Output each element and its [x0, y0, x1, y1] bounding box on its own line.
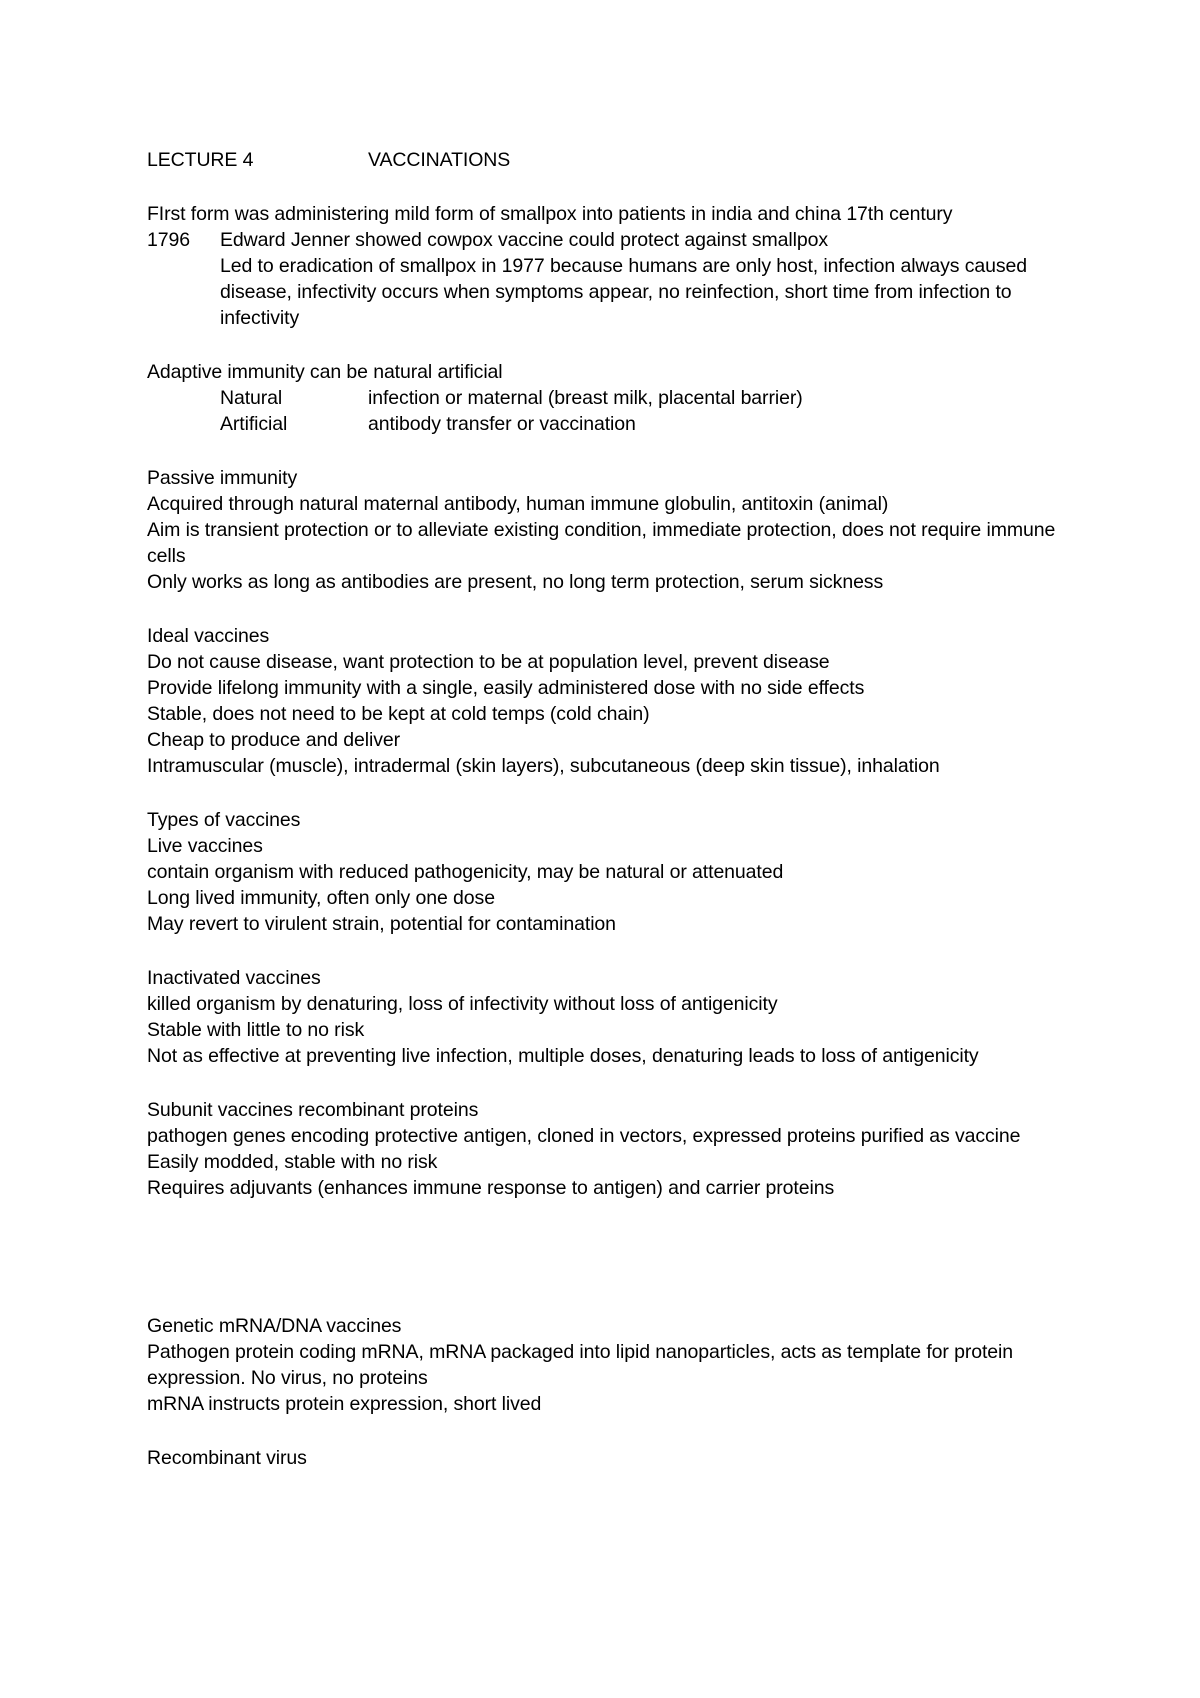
section-heading-passive: Passive immunity — [147, 467, 298, 489]
section-heading-adaptive: Adaptive immunity can be natural artificial — [147, 361, 503, 383]
passive-line: Acquired through natural maternal antibody, human immune globulin, antitoxin (animal) — [147, 493, 889, 515]
eradication-text: Led to eradication of smallpox in 1977 because humans are only host, infection always caused disease, infectivity occurs when symptoms appear, no reinfection, short time from infection to infectivity — [220, 255, 1028, 329]
live-line: May revert to virulent strain, potential for contamination — [147, 913, 616, 935]
adaptive-row-artificial — [147, 411, 1067, 437]
jenner-year: 1796 — [147, 229, 190, 251]
genetic-line: Pathogen protein coding mRNA, mRNA packaged into lipid nanoparticles, acts as template for protein expression. No virus, no proteins — [147, 1341, 1014, 1389]
subheading-live: Live vaccines — [147, 835, 263, 857]
ideal-line: Do not cause disease, want protection to be at population level, prevent disease — [147, 651, 830, 673]
passive-line: Aim is transient protection or to alleviate existing condition, immediate protection, does not require immune cells — [147, 519, 1056, 567]
section-heading-types: Types of vaccines — [147, 809, 301, 831]
inactivated-line: killed organism by denaturing, loss of infectivity without loss of antigenicity — [147, 993, 778, 1015]
ideal-line: Provide lifelong immunity with a single, easily administered dose with no side effects — [147, 677, 865, 699]
lecture-topic: VACCINATIONS — [368, 149, 511, 171]
section-heading-ideal: Ideal vaccines — [147, 625, 270, 647]
section-heading-subunit: Subunit vaccines recombinant proteins — [147, 1099, 479, 1121]
adaptive-key: Natural — [220, 387, 283, 409]
section-heading-recombinant: Recombinant virus — [147, 1447, 307, 1469]
subunit-line: Requires adjuvants (enhances immune response to antigen) and carrier proteins — [147, 1177, 835, 1199]
live-line: contain organism with reduced pathogenicity, may be natural or attenuated — [147, 861, 784, 883]
section-heading-inactivated: Inactivated vaccines — [147, 967, 321, 989]
adaptive-row-natural — [147, 385, 1067, 411]
intro-first-form: FIrst form was administering mild form of smallpox into patients in india and china 17th century — [147, 203, 953, 225]
subunit-line: Easily modded, stable with no risk — [147, 1151, 438, 1173]
page-title — [147, 147, 1067, 173]
inactivated-line: Stable with little to no risk — [147, 1019, 365, 1041]
adaptive-value: antibody transfer or vaccination — [368, 413, 636, 435]
adaptive-key: Artificial — [220, 413, 288, 435]
document-body — [147, 147, 1067, 1471]
passive-line: Only works as long as antibodies are present, no long term protection, serum sickness — [147, 571, 884, 593]
genetic-line: mRNA instructs protein expression, short lived — [147, 1393, 542, 1415]
section-heading-genetic: Genetic mRNA/DNA vaccines — [147, 1315, 402, 1337]
jenner-text: Edward Jenner showed cowpox vaccine could protect against smallpox — [220, 229, 828, 251]
ideal-line: Cheap to produce and deliver — [147, 729, 401, 751]
inactivated-line: Not as effective at preventing live infection, multiple doses, denaturing leads to loss of antigenicity — [147, 1045, 979, 1067]
adaptive-value: infection or maternal (breast milk, placental barrier) — [368, 387, 803, 409]
subunit-line: pathogen genes encoding protective antigen, cloned in vectors, expressed proteins purified as vaccine — [147, 1125, 1021, 1147]
live-line: Long lived immunity, often only one dose — [147, 887, 495, 909]
jenner-entry — [147, 227, 1067, 253]
lecture-number: LECTURE 4 — [147, 149, 254, 171]
ideal-line: Stable, does not need to be kept at cold temps (cold chain) — [147, 703, 650, 725]
ideal-line: Intramuscular (muscle), intradermal (skin layers), subcutaneous (deep skin tissue), inhalation — [147, 755, 940, 777]
